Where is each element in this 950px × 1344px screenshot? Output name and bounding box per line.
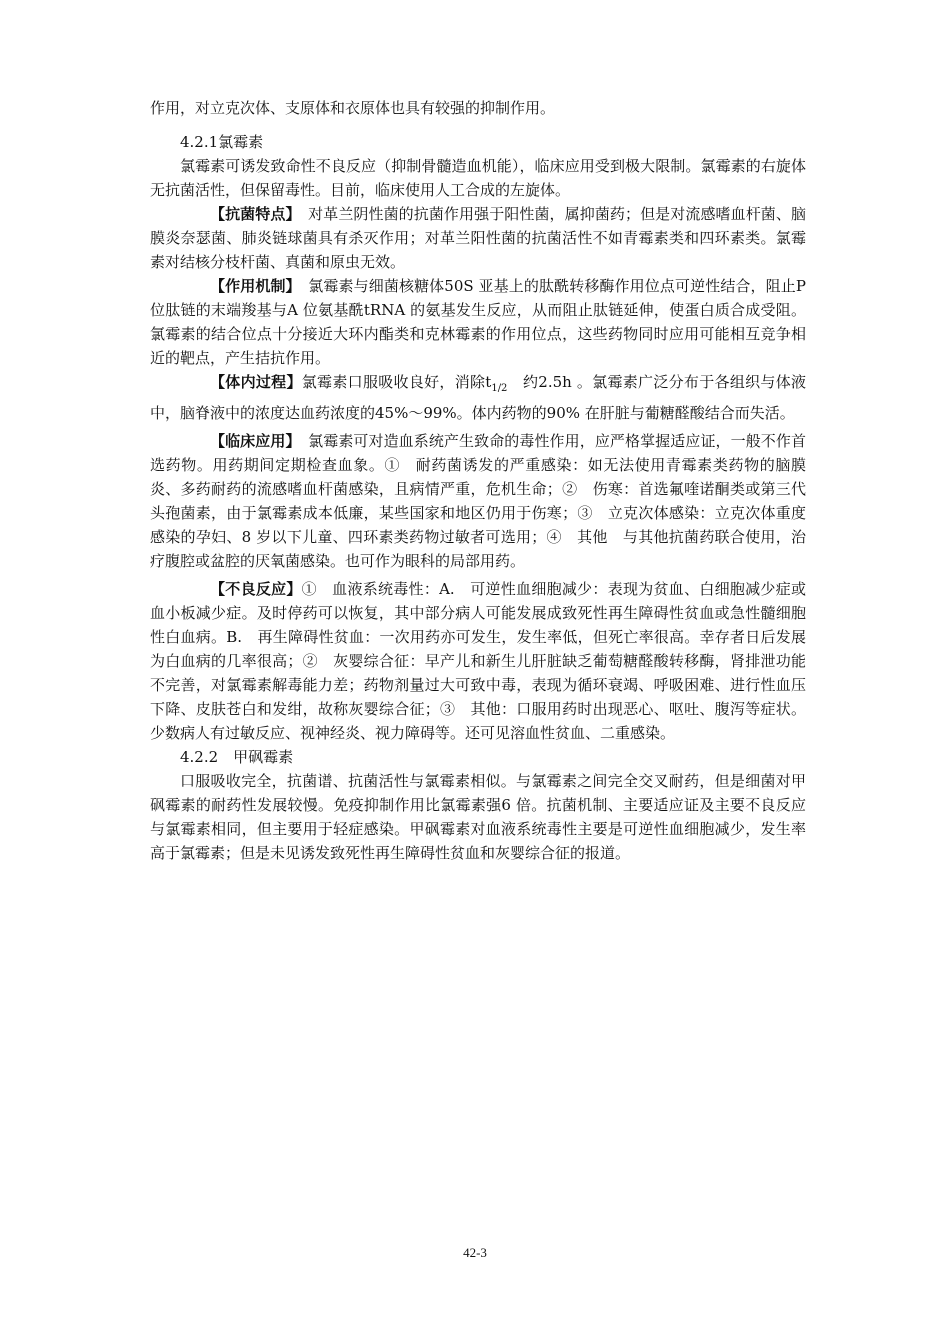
chloramphenicol-intro-paragraph: 氯霉素可诱发致命性不良反应（抑制骨髓造血机能），临床应用受到极大限制。氯霉素的右旋体无抗菌活性，但保留毒性。目前，临床使用人工合成的左旋体。 [150, 157, 806, 199]
pharmacokinetics-text-b: 约2.5h 。氯霉素广泛分布于各组织与体液中，脑脊液中的浓度达血药浓度的45%～99%。体内药物的90% 在肝脏与葡糖醛酸结合而失活。 [150, 373, 806, 422]
half-life-subscript: 1/2 [491, 383, 508, 394]
mechanism-label: 【作用机制】 [210, 277, 294, 295]
antibacterial-text: 对革兰阴性菌的抗菌作用强于阳性菌，属抑菌药；但是对流感嗜血杆菌、脑膜炎奈瑟菌、肺炎链球菌具有杀灭作用；对革兰阳性菌的抗菌活性不如青霉素类和四环素类。氯霉素对结核分枝杆菌、真菌和原虫无效。 [150, 205, 806, 271]
intro-tail-paragraph: 作用，对立克次体、支原体和衣原体也具有较强的抑制作用。 [150, 99, 556, 117]
section-heading-4-2-2: 4.2.2 甲砜霉素 [180, 748, 294, 766]
clinical-text: 氯霉素可对造血系统产生致命的毒性作用，应严格掌握适应证，一般不作首选药物。用药期间定期检查血象。① 耐药菌诱发的严重感染：如无法使用青霉素类药物的脑膜炎、多药耐药的流感嗜血杆菌感染，且病情严重，危机生命；② 伤寒：首选氟喹诺酮类或第三代头孢菌素，由于氯霉素成本低廉，某些国家和地区仍用于伤寒；③ 立克次体感染：立克次体重度感染的孕妇、8 岁以下儿童、四环素类药物过敏者可选用；④ 其他 与其他抗菌药联合使用，治疗腹腔或盆腔的厌氧菌感染。也可作为眼科的局部用药。 [150, 432, 806, 570]
mechanism-paragraph [150, 274, 806, 370]
mechanism-text: 氯霉素与细菌核糖体50S 亚基上的肽酰转移酶作用位点可逆性结合，阻止P 位肽链的末端羧基与A 位氨基酰tRNA 的氨基发生反应，从而阻止肽链延伸，使蛋白质合成受阻。氯霉素的结合位点十分接近大环内酯类和克林霉素的作用位点，这些药物同时应用可能相互竞争相近的靶点，产生拮抗作用。 [150, 277, 806, 367]
page-number: 42-3 [463, 1245, 487, 1260]
antibacterial-paragraph [150, 202, 806, 274]
pharmacokinetics-text-a: 氯霉素口服吸收良好，消除t [301, 373, 492, 391]
document-body [150, 96, 806, 865]
thiamphenicol-paragraph: 口服吸收完全，抗菌谱、抗菌活性与氯霉素相似。与氯霉素之间完全交叉耐药，但是细菌对甲砜霉素的耐药性发展较慢。免疫抑制作用比氯霉素强6 倍。抗菌机制、主要适应证及主要不良反应与氯霉素相同，但主要用于轻症感染。甲砜霉素对血液系统毒性主要是可逆性血细胞减少，发生率高于氯霉素；但是未见诱发致死性再生障碍性贫血和灰婴综合征的报道。 [150, 772, 806, 862]
antibacterial-label: 【抗菌特点】 [210, 205, 294, 223]
clinical-label: 【临床应用】 [210, 432, 294, 450]
section-heading-4-2-1: 4.2.1氯霉素 [180, 133, 264, 151]
adverse-paragraph [150, 577, 806, 745]
clinical-paragraph [150, 429, 806, 573]
pharmacokinetics-paragraph [150, 370, 806, 425]
adverse-text: ① 血液系统毒性：A. 可逆性血细胞减少：表现为贫血、白细胞减少症或血小板减少症。及时停药可以恢复，其中部分病人可能发展成致死性再生障碍性贫血或急性髓细胞性白血病。B. 再生障碍性贫血：一次用药亦可发生，发生率低，但死亡率很高。幸存者日后发展为白血病的几率很高；② 灰婴综合征：早产儿和新生儿肝脏缺乏葡萄糖醛酸转移酶，肾排泄功能不完善，对氯霉素解毒能力差；药物剂量过大可致中毒，表现为循环衰竭、呼吸困难、进行性血压下降、皮肤苍白和发绀，故称灰婴综合征；③ 其他：口服用药时出现恶心、呕吐、腹泻等症状。少数病人有过敏反应、视神经炎、视力障碍等。还可见溶血性贫血、二重感染。 [150, 580, 806, 742]
adverse-label: 【不良反应】 [210, 580, 302, 598]
pharmacokinetics-label: 【体内过程】 [210, 373, 302, 391]
